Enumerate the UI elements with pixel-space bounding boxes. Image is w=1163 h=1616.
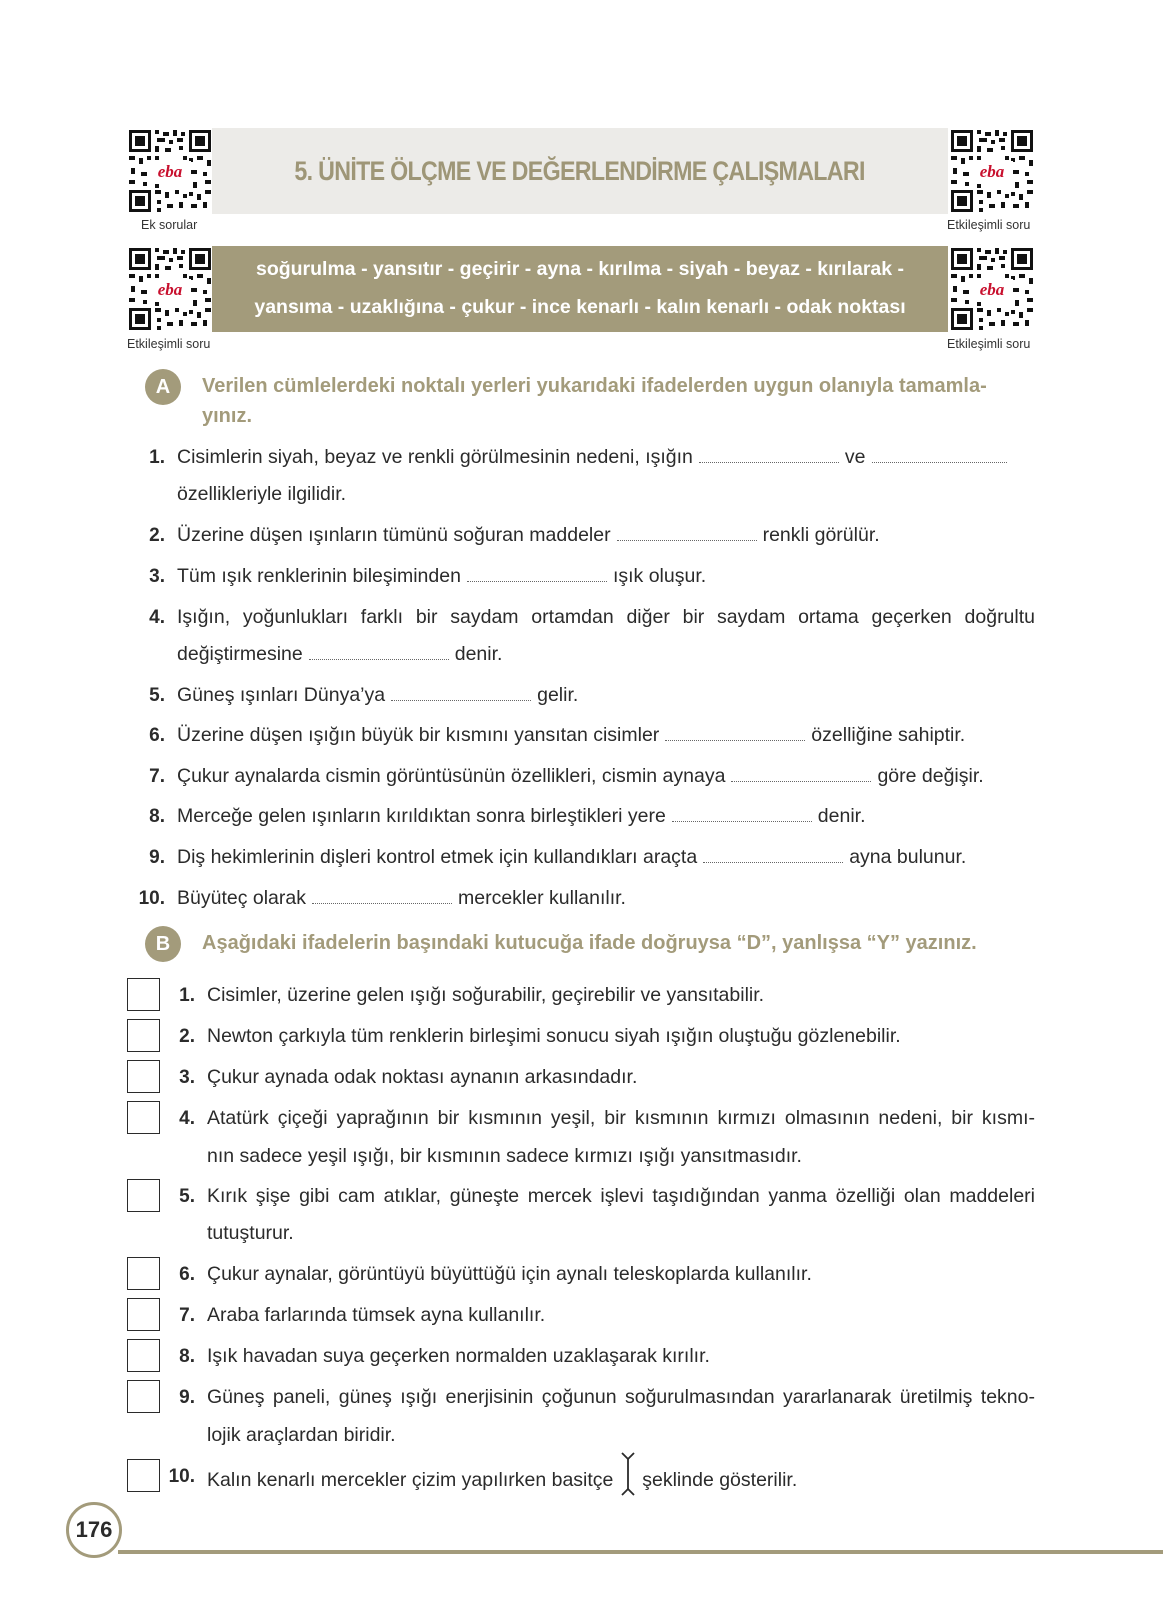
b-item-7: Araba farlarında tümsek ayna kullanılır. [207,1304,546,1326]
word-bank-line-1: soğurulma - yansıtır - geçirir - ayna - kırılma - siyah - beyaz - kırılarak - [255,258,905,280]
a-item-2 [177,524,880,547]
b-item-number: 8. [179,1346,195,1367]
b-item-5-line-1: Kırık şişe gibi cam atıklar, güneşte mercek işlevi taşıdığından yanma özelliği olan maddeleri [207,1185,1035,1207]
a-item-5-text: Güneş ışınları Dünya’ya [177,684,386,706]
b-item-number: 3. [179,1067,195,1088]
a-item-4-text-c: denir. [454,643,503,665]
word-bank [212,246,948,332]
b-item-3: Çukur aynada odak noktası aynanın arkasındadır. [207,1066,638,1088]
b-item-number: 1. [179,985,195,1006]
a-item-number: 7. [149,766,165,787]
b-item-number: 6. [179,1264,195,1285]
eba-logo: eba [979,280,1005,299]
b-item-number: 10. [168,1466,195,1487]
answer-blank[interactable] [731,777,871,782]
page-number: 176 [66,1502,122,1558]
qr-caption-ek-sorular: Ek sorular [141,218,198,232]
answer-blank[interactable] [672,817,812,822]
word-bank-line-2: yansıma - uzaklığına - çukur - ince kenarlı - kalın kenarlı - odak noktası [254,296,906,318]
a-item-number: 4. [149,607,165,628]
b-item-5-line-2: tutuşturur. [207,1222,294,1244]
answer-blank[interactable] [309,655,449,660]
answer-box[interactable] [127,1019,160,1052]
qr-caption-etkilesimli-left: Etkileşimli soru [127,337,211,351]
answer-box[interactable] [127,1179,160,1212]
answer-blank[interactable] [699,458,839,463]
a-item-number: 9. [149,847,165,868]
a-item-9 [177,846,966,869]
b-item-8: Işık havadan suya geçerken normalden uzaklaşarak kırılır. [207,1345,710,1367]
a-item-6-text: Üzerine düşen ışığın büyük bir kısmını yansıtan cisimler [177,724,660,746]
answer-box[interactable] [127,1257,160,1290]
qr-caption-etkilesimli-right: Etkileşimli soru [947,337,1031,351]
unit-title-band [212,128,948,214]
b-item-9-line-1: Güneş paneli, güneş ışığı enerjisinin çoğunun soğurulmasından yararlanarak üretilmiş tekno- [207,1386,1035,1408]
section-a-instruction-line-2: yınız. [202,405,253,427]
a-item-7-text-b: göre değişir. [877,765,984,787]
answer-blank[interactable] [467,577,607,582]
a-item-10-text-b: mercekler kullanılır. [458,887,626,909]
b-item-9-line-2: lojik araçlardan biridir. [207,1424,396,1446]
b-item-1: Cisimler, üzerine gelen ışığı soğurabilir, geçirebilir ve yansıtabilir. [207,984,765,1006]
a-item-1-line-1 [177,446,1013,469]
answer-box[interactable] [127,1380,160,1413]
a-item-9-text-b: ayna bulunur. [849,846,967,868]
a-item-8-text-b: denir. [817,805,866,827]
answer-box[interactable] [127,1339,160,1372]
b-item-number: 5. [179,1186,195,1207]
b-item-10 [207,1465,797,1497]
answer-blank[interactable] [703,858,843,863]
a-item-8-text: Merceğe gelen ışınların kırıldıktan sonra birleştikleri yere [177,805,666,827]
b-item-4-line-1: Atatürk çiçeği yaprağının bir kısmının yeşil, bir kısmının kırmızı olmasının nedeni, bir kısmı- [207,1107,1035,1129]
a-item-number: 5. [149,685,165,706]
qr-code-etkilesimli-left[interactable] [127,246,213,332]
a-item-10 [177,887,626,910]
answer-blank[interactable] [312,899,452,904]
a-item-4-line-2 [177,643,502,666]
qr-caption-etkilesimli-top: Etkileşimli soru [947,218,1031,232]
a-item-1-line-2: özellikleriyle ilgilidir. [177,483,347,505]
eba-logo: eba [157,162,183,181]
b-item-10-text-a: Kalın kenarlı mercekler çizim yapılırken basitçe [207,1469,614,1492]
answer-blank[interactable] [872,458,1007,463]
eba-logo: eba [979,162,1005,181]
answer-box[interactable] [127,1101,160,1134]
a-item-5-text-b: gelir. [537,684,579,706]
a-item-6-text-b: özelliğine sahiptir. [811,724,966,746]
a-item-7 [177,765,984,788]
a-item-8 [177,805,866,828]
a-item-7-text: Çukur aynalarda cismin görüntüsünün özellikleri, cismin aynaya [177,765,726,787]
a-item-3-text: Tüm ışık renklerinin bileşiminden [177,565,461,587]
a-item-number: 1. [149,447,165,468]
a-item-3-text-b: ışık oluşur. [612,565,707,587]
a-item-2-text-b: renkli görülür. [762,524,880,546]
thick-lens-symbol-icon [621,1451,635,1497]
section-b-instruction: Aşağıdaki ifadelerin başındaki kutucuğa ifade doğruysa “D”, yanlışsa “Y” yazınız. [202,932,977,954]
footer-divider [118,1550,1163,1554]
answer-blank[interactable] [617,536,757,541]
b-item-number: 2. [179,1026,195,1047]
answer-box[interactable] [127,1298,160,1331]
page-title: 5. ÜNİTE ÖLÇME VE DEĞERLENDİRME ÇALIŞMALARI [294,155,866,186]
b-item-number: 9. [179,1387,195,1408]
a-item-number: 2. [149,525,165,546]
answer-box[interactable] [127,1459,160,1492]
answer-box[interactable] [127,978,160,1011]
a-item-3 [177,565,706,588]
b-item-10-text-b: şeklinde gösterilir. [642,1469,798,1492]
b-item-number: 7. [179,1305,195,1326]
section-a-badge: A [145,369,181,405]
a-item-1-text-b: ve [844,446,866,468]
answer-blank[interactable] [391,696,531,701]
eba-logo: eba [157,280,183,299]
a-item-1-text: Cisimlerin siyah, beyaz ve renkli görülmesinin nedeni, ışığın [177,446,693,468]
a-item-9-text: Diş hekimlerinin dişleri kontrol etmek için kullandıkları araçta [177,846,698,868]
a-item-10-text: Büyüteç olarak [177,887,306,909]
answer-blank[interactable] [665,736,805,741]
a-item-number: 3. [149,566,165,587]
section-b-badge: B [145,926,181,962]
qr-code-etkilesimli-right[interactable] [949,246,1035,332]
a-item-6 [177,724,965,747]
section-a-instruction [202,371,987,431]
a-item-4-line-1: Işığın, yoğunlukları farklı bir saydam ortamdan diğer bir saydam ortama geçerken doğrultu [177,606,1035,628]
section-a-instruction-line-1: Verilen cümlelerdeki noktalı yerleri yukarıdaki ifadelerden uygun olanıyla tamamla- [202,375,987,397]
b-item-4-line-2: nın sadece yeşil ışığı, bir kısmının sadece kırmızı ışığı yansıtmasıdır. [207,1145,802,1167]
a-item-number: 8. [149,806,165,827]
a-item-number: 10. [138,888,165,909]
b-item-6: Çukur aynalar, görüntüyü büyüttüğü için aynalı teleskoplarda kullanılır. [207,1263,812,1285]
qr-code-etkilesimli-top[interactable] [949,128,1035,214]
a-item-2-text: Üzerine düşen ışınların tümünü soğuran maddeler [177,524,611,546]
a-item-number: 6. [149,725,165,746]
qr-code-ek-sorular[interactable] [127,128,213,214]
answer-box[interactable] [127,1060,160,1093]
b-item-2: Newton çarkıyla tüm renklerin birleşimi sonucu siyah ışığın oluştuğu gözlenebilir. [207,1025,901,1047]
a-item-4-text-b: değiştirmesine [177,643,303,665]
b-item-number: 4. [179,1108,195,1129]
a-item-5 [177,684,578,707]
